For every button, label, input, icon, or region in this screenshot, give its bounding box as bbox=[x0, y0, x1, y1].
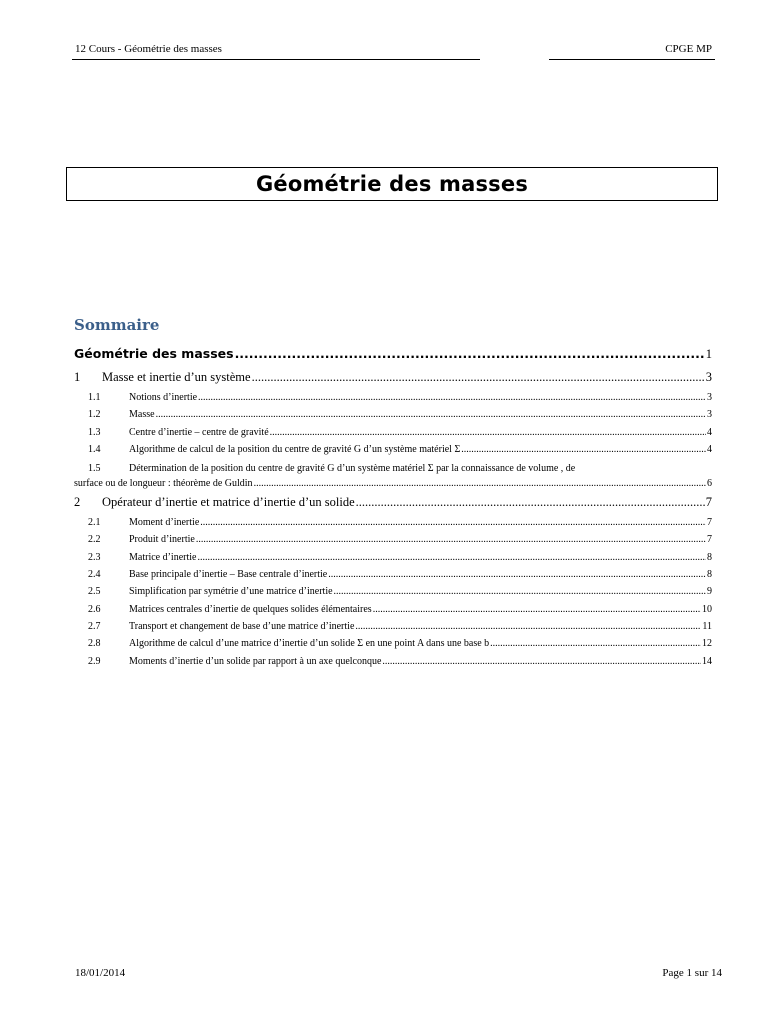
toc-entry-text: Produit d’inertie bbox=[129, 534, 195, 546]
toc-entry-1-5[interactable] bbox=[74, 461, 712, 495]
document-title: Géométrie des masses bbox=[255, 172, 529, 196]
toc-entry-page: 7 bbox=[707, 517, 712, 529]
toc-entry-page: 11 bbox=[702, 620, 712, 632]
toc-entry-number: 1.1 bbox=[88, 392, 101, 403]
toc-entry-2-5[interactable] bbox=[74, 586, 712, 603]
toc-entry-section-2[interactable] bbox=[74, 495, 712, 517]
toc-leader bbox=[461, 444, 706, 455]
toc-entry-2-2[interactable] bbox=[74, 534, 712, 551]
header-course-title: 12 Cours - Géométrie des masses bbox=[75, 43, 222, 55]
toc-entry-number: 2.6 bbox=[88, 603, 101, 615]
toc-entry-1-2[interactable] bbox=[74, 409, 712, 426]
toc-entry-page: 7 bbox=[707, 534, 712, 546]
toc-entry-number: 2.4 bbox=[88, 569, 101, 581]
toc-entry-1-4[interactable] bbox=[74, 444, 712, 461]
toc-leader bbox=[334, 586, 706, 597]
toc-leader bbox=[382, 656, 701, 667]
toc-entry-text: Centre d’inertie – centre de gravité bbox=[129, 426, 269, 438]
toc-entry-page: 4 bbox=[707, 426, 712, 438]
toc-entry-text: Simplification par symétrie d’une matrice d’inertie bbox=[129, 586, 333, 598]
toc-entry-page: 6 bbox=[707, 478, 712, 490]
toc-entry-number: 2.5 bbox=[88, 586, 101, 598]
toc-entry-text: Algorithme de calcul de la position du centre de gravité G d’un système matériel Σ bbox=[129, 443, 461, 455]
toc-entry-page: 3 bbox=[705, 370, 712, 384]
toc-entry-text: Opérateur d’inertie et matrice d’inertie d’un solide bbox=[102, 495, 355, 510]
toc-leader bbox=[156, 409, 706, 420]
toc-entry-number: 2.2 bbox=[88, 534, 101, 546]
toc-entry-number: 1.2 bbox=[88, 409, 101, 421]
toc-entry-page: 3 bbox=[707, 409, 712, 421]
toc-entry-2-4[interactable] bbox=[74, 569, 712, 586]
toc-entry-2-8[interactable] bbox=[74, 638, 712, 655]
toc-entry-text: Notions d’inertie bbox=[129, 392, 198, 403]
toc-entry-title[interactable] bbox=[74, 346, 712, 370]
toc-entry-text: Matrice d’inertie bbox=[129, 551, 197, 563]
toc-entry-page: 10 bbox=[702, 603, 712, 615]
toc-leader bbox=[197, 552, 706, 563]
toc-entry-number: 2.8 bbox=[88, 638, 101, 650]
toc-entry-page: 9 bbox=[707, 586, 712, 598]
toc-entry-section-1[interactable] bbox=[74, 370, 712, 392]
toc-entry-page: 8 bbox=[707, 569, 712, 581]
footer-page-number: Page 1 sur 14 bbox=[662, 967, 722, 979]
toc-entry-text: Base principale d’inertie – Base centrale d’inertie bbox=[129, 569, 328, 581]
toc-entry-number: 2.3 bbox=[88, 551, 101, 563]
toc-entry-text: Algorithme de calcul d’une matrice d’inertie d’un solide Σ en une point A dans une base b bbox=[129, 638, 490, 650]
toc-leader bbox=[270, 427, 706, 438]
toc-leader bbox=[252, 370, 705, 385]
toc-entry-number: 2 bbox=[74, 495, 81, 510]
toc-entry-text: Transport et changement de base d’une matrice d’inertie bbox=[129, 620, 355, 632]
toc-entry-number: 1 bbox=[74, 370, 81, 384]
header-rule-right bbox=[549, 59, 715, 60]
toc-entry-2-6[interactable] bbox=[74, 604, 712, 621]
header-class-label: CPGE MP bbox=[665, 43, 712, 55]
toc-entry-number: 1.4 bbox=[88, 443, 101, 455]
toc-entry-page: 8 bbox=[707, 551, 712, 563]
toc-leader bbox=[373, 604, 701, 615]
toc-entry-1-3[interactable] bbox=[74, 427, 712, 444]
toc-entry-text: Matrices centrales d’inertie de quelques solides élémentaires bbox=[129, 603, 372, 615]
toc-entry-page: 1 bbox=[705, 347, 712, 361]
toc-leader bbox=[328, 569, 706, 580]
table-of-contents bbox=[74, 346, 712, 673]
toc-entry-2-1[interactable] bbox=[74, 517, 712, 534]
toc-leader bbox=[355, 621, 701, 632]
toc-entry-text: Moments d’inertie d’un solide par rapport à un axe quelconque bbox=[129, 655, 382, 667]
toc-entry-page: 14 bbox=[702, 655, 712, 667]
toc-entry-text: Masse bbox=[129, 409, 155, 421]
toc-entry-number: 2.7 bbox=[88, 620, 101, 632]
toc-leader bbox=[254, 476, 706, 491]
toc-entry-text-line2: surface ou de longueur : théorème de Guldin bbox=[74, 478, 253, 490]
toc-entry-2-3[interactable] bbox=[74, 552, 712, 569]
toc-entry-number: 1.5 bbox=[88, 463, 101, 475]
toc-leader bbox=[198, 392, 706, 403]
toc-entry-2-9[interactable] bbox=[74, 656, 712, 673]
toc-leader bbox=[235, 346, 705, 361]
toc-entry-1-1[interactable] bbox=[74, 392, 712, 409]
toc-entry-page: 4 bbox=[707, 443, 712, 455]
toc-entry-page: 12 bbox=[702, 638, 712, 650]
toc-entry-text: Masse et inertie d’un système bbox=[102, 370, 251, 384]
toc-heading: Sommaire bbox=[74, 316, 160, 334]
toc-leader bbox=[356, 495, 705, 510]
toc-entry-2-7[interactable] bbox=[74, 621, 712, 638]
document-title-box bbox=[66, 167, 718, 201]
toc-entry-number: 2.1 bbox=[88, 517, 101, 529]
toc-entry-number: 2.9 bbox=[88, 655, 101, 667]
toc-entry-page: 3 bbox=[707, 392, 712, 403]
toc-entry-page: 7 bbox=[705, 495, 712, 510]
footer-date: 18/01/2014 bbox=[75, 967, 126, 979]
toc-entry-text: Géométrie des masses bbox=[74, 346, 234, 361]
toc-entry-number: 1.3 bbox=[88, 426, 101, 438]
toc-leader bbox=[490, 638, 701, 649]
toc-leader bbox=[200, 517, 706, 528]
toc-leader bbox=[196, 534, 706, 545]
toc-entry-text-line1: Détermination de la position du centre de gravité G d’un système matériel Σ par la connaissance de volume , de bbox=[129, 463, 576, 475]
toc-entry-text: Moment d’inertie bbox=[129, 517, 200, 529]
header-rule-left bbox=[72, 59, 480, 60]
